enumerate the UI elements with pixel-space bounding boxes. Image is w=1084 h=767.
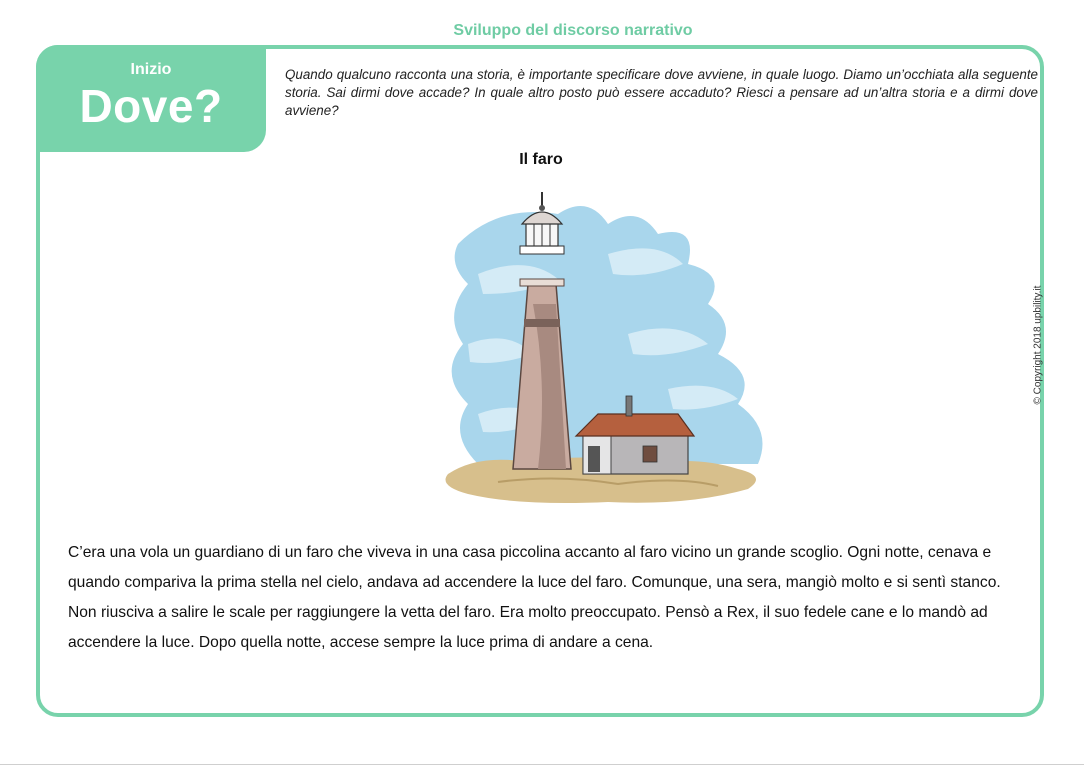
tab-label-small: Inizio xyxy=(130,61,172,78)
tab-label-big: Dove? xyxy=(79,80,223,132)
story-title: Il faro xyxy=(519,151,563,168)
instructions-text: Quando qualcuno racconta una storia, è importante specificare dove avviene, in quale luogo. Diamo un’occhiata alla seguente storia. Sai dirmi dove accade? In quale altro posto può essere accaduto? Riesci a pensare ad un’altra storia e a dirmi dove avviene? xyxy=(285,67,1038,118)
story-text: C’era una vola un guardiano di un faro che viveva in una casa piccolina accanto al faro vicino un grande scoglio. Ogni notte, cenava e quando compariva la prima stella nel cielo, andava ad accendere la luce del faro. Comunque, una sera, mangiò molto e si sentì stanco. Non riusciva a salire le scale per raggiungere la vetta del faro. Era molto preoccupato. Pensò a Rex, il suo fedele cane e lo mandò ad accendere la luce. Dopo quella notte, accese sempre la luce prima di andare a cena. xyxy=(68,544,1001,651)
section-title: Sviluppo del discorso narrativo xyxy=(453,22,693,39)
copyright-notice xyxy=(1032,275,1044,415)
bottom-divider xyxy=(0,764,1084,765)
lighthouse-illustration xyxy=(438,184,778,514)
topic-tab xyxy=(36,45,266,152)
copyright-text: © Copyright 2018 upbility.it xyxy=(1032,285,1044,405)
